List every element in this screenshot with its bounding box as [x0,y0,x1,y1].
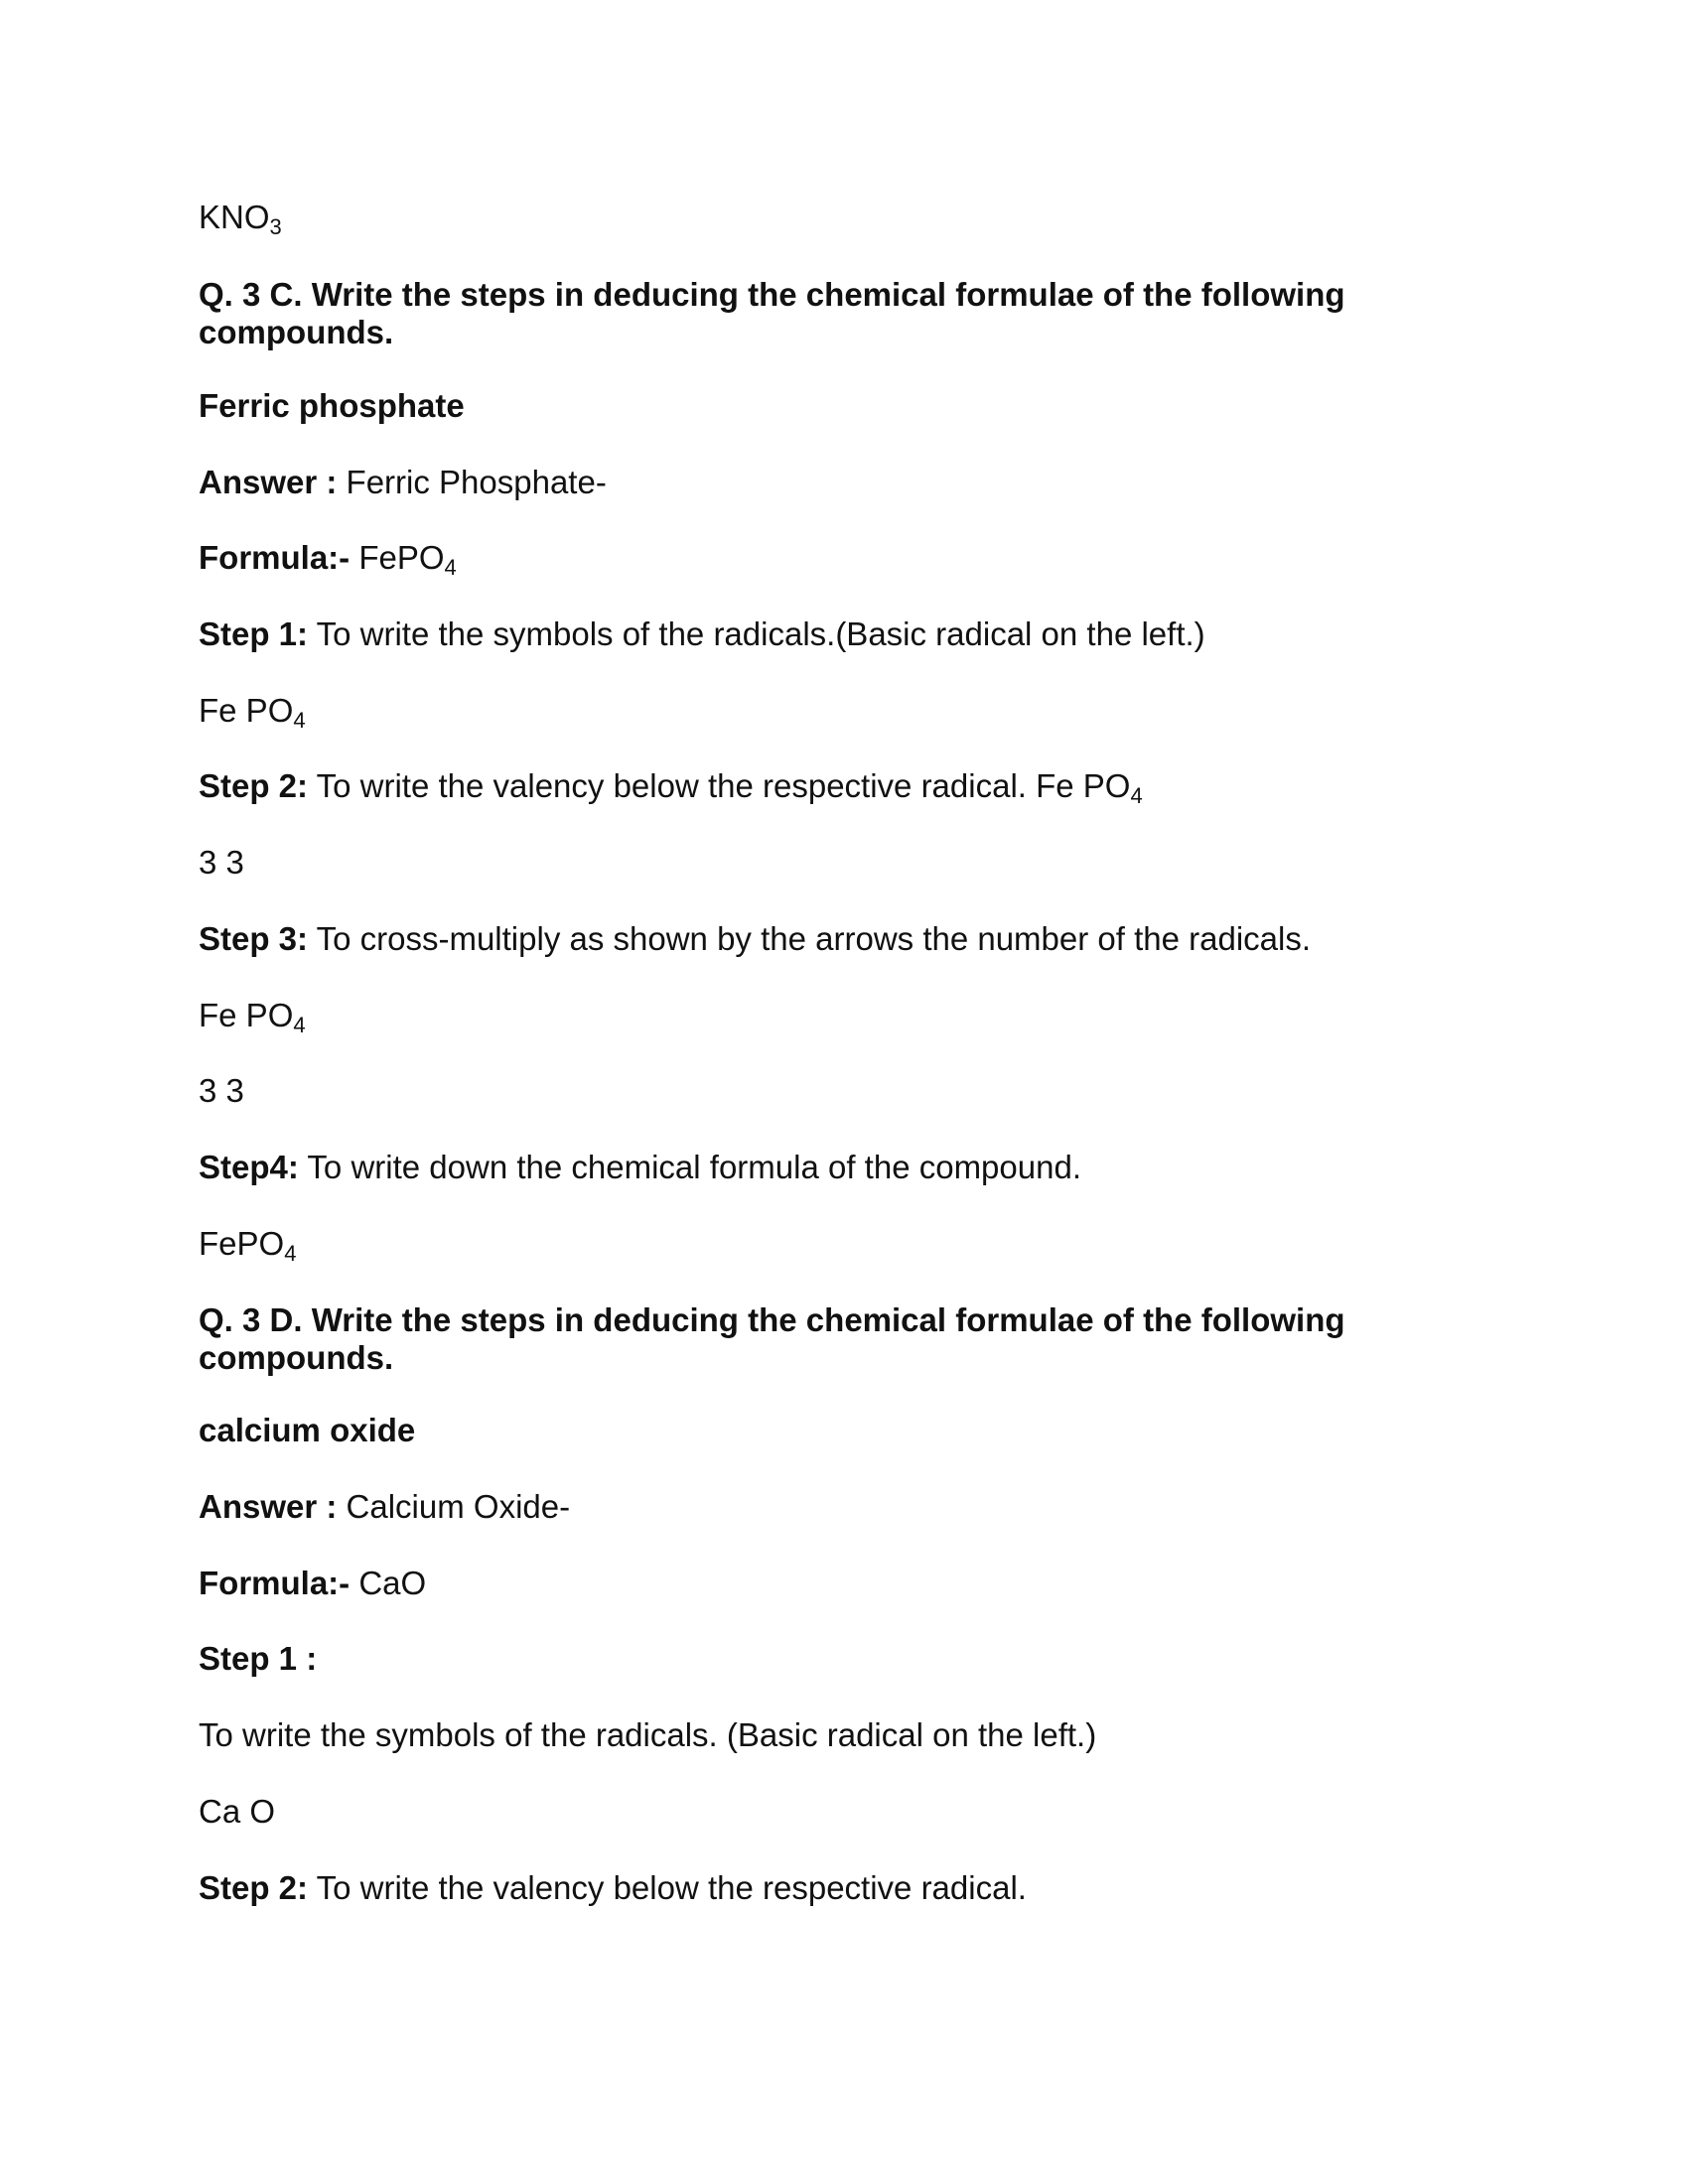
step3-line-3c [199,920,1489,958]
step2-line-3d [199,1869,1489,1907]
formula-subscript: 4 [1130,783,1143,808]
step3-symbols-3c [199,997,1489,1038]
step-text: To cross-multiply as shown by the arrows the number of the radicals. [308,920,1312,957]
compound-name-3d: calcium oxide [199,1412,416,1448]
step1-line-3c [199,615,1489,653]
answer-text: Calcium Oxide- [337,1488,571,1525]
formula-subscript: 4 [444,555,457,580]
step-text: To write down the chemical formula of the compound. [298,1149,1081,1185]
step1-symbols-3d: Ca O [199,1793,276,1830]
step-label: Step 2: [199,1869,309,1906]
final-formula-3c [199,1225,1489,1267]
step-text: To write the symbols of the radicals.(Basic radical on the left.) [308,615,1205,652]
formula-main: FePO [199,1225,285,1262]
compound-name-3c: Ferric phosphate [199,387,465,424]
step-label: Step 3: [199,920,309,957]
formula-line-3c [199,539,1489,581]
formula-main: KNO [199,199,270,235]
formula-main: CaO [350,1565,427,1601]
step2-line-3c [199,767,1489,809]
kno3-formula [199,199,1489,240]
formula-main: Fe PO [199,997,294,1033]
step2-valency-3c: 3 3 [199,844,244,881]
answer-line-3d [199,1488,1489,1526]
formula-main: Fe PO [199,692,294,729]
formula-subscript: 3 [269,214,282,239]
answer-text: Ferric Phosphate- [337,464,607,500]
step1-label-3d: Step 1 : [199,1640,318,1677]
formula-label: Formula:- [199,539,351,576]
step-text: To write the valency below the respective radical. Fe PO [308,767,1131,804]
answer-label: Answer : [199,464,338,500]
answer-line-3c [199,464,1489,501]
step-label: Step4: [199,1149,299,1185]
question-3c: Q. 3 C. Write the steps in deducing the chemical formulae of the following compounds. [199,276,1345,350]
step-text: To write the valency below the respective radical. [308,1869,1027,1906]
answer-label: Answer : [199,1488,338,1525]
formula-subscript: 4 [284,1241,297,1266]
question-3d: Q. 3 D. Write the steps in deducing the chemical formulae of the following compounds. [199,1301,1345,1376]
formula-subscript: 4 [293,708,306,733]
formula-line-3d [199,1565,1489,1602]
step1-symbols-3c [199,692,1489,734]
step3-valency-3c: 3 3 [199,1072,244,1109]
step-label: Step 1: [199,615,309,652]
step-label: Step 2: [199,767,309,804]
step4-line-3c [199,1149,1489,1186]
formula-main: FePO [350,539,445,576]
formula-label: Formula:- [199,1565,351,1601]
step1-text-3d: To write the symbols of the radicals. (Basic radical on the left.) [199,1716,1097,1753]
formula-subscript: 4 [293,1013,306,1037]
